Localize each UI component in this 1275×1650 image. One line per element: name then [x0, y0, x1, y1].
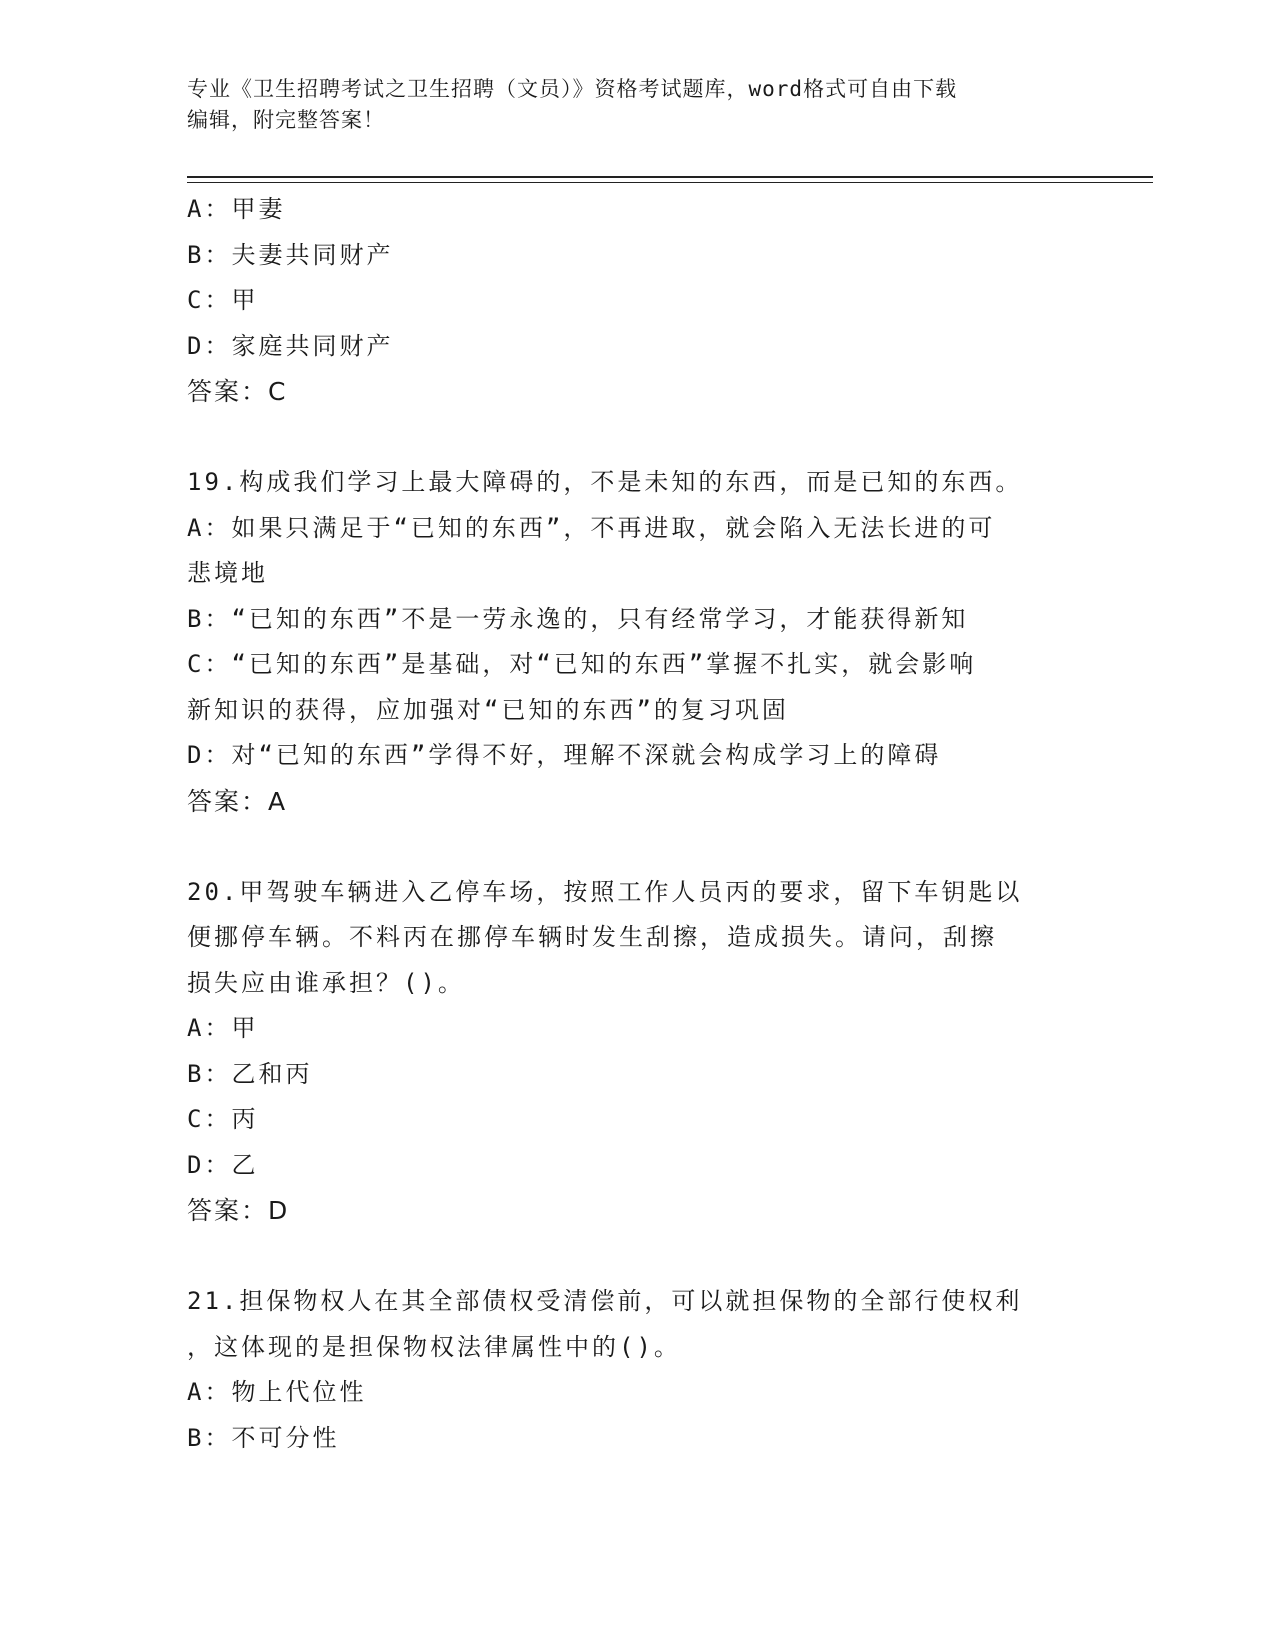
spacer	[187, 415, 1087, 461]
question-text-line-2: ，这体现的是担保物权法律属性中的()。	[187, 1332, 681, 1361]
option-b: B：“已知的东西”不是一劳永逸的，只有经常学习，才能获得新知	[187, 604, 969, 633]
answer: 答案：C	[187, 377, 288, 406]
question-text-line-1: 21.担保物权人在其全部债权受清偿前，可以就担保物的全部行使权利	[187, 1287, 1023, 1315]
option-a: A：甲妻	[187, 195, 286, 223]
question-text: 19.构成我们学习上最大障碍的，不是未知的东西，而是已知的东西。	[187, 468, 1023, 496]
document-header	[187, 74, 1067, 136]
header-divider-thin	[187, 182, 1153, 183]
option-b: B：夫妻共同财产	[187, 240, 394, 269]
option-b: B：不可分性	[187, 1423, 340, 1452]
question-21	[187, 1279, 1087, 1461]
question-text-line-3: 损失应由谁承担？()。	[187, 968, 465, 997]
option-b: B：乙和丙	[187, 1059, 313, 1088]
question-list	[187, 187, 1087, 1461]
option-a-line-1: A：如果只满足于“已知的东西”，不再进取，就会陷入无法长进的可	[187, 513, 996, 542]
header-line-1: 专业《卫生招聘考试之卫生招聘（文员）》资格考试题库，word格式可自由下载	[187, 77, 958, 101]
answer: 答案：A	[187, 786, 288, 816]
option-c-line-2: 新知识的获得，应加强对“已知的东西”的复习巩固	[187, 695, 789, 724]
spacer	[187, 1234, 1087, 1280]
spacer	[187, 824, 1087, 870]
option-a: A：甲	[187, 1014, 259, 1042]
option-d: D：对“已知的东西”学得不好，理解不深就会构成学习上的障碍	[187, 741, 942, 769]
option-c: C：丙	[187, 1105, 259, 1133]
header-line-2: 编辑，附完整答案！	[187, 108, 385, 132]
option-a-line-2: 悲境地	[187, 559, 268, 587]
question-20	[187, 870, 1087, 1234]
header-divider-thick	[187, 176, 1153, 178]
question-18	[187, 187, 1087, 415]
option-d: D：乙	[187, 1150, 259, 1179]
answer: 答案：D	[187, 1196, 290, 1225]
option-c: C：甲	[187, 286, 259, 314]
question-19	[187, 460, 1087, 824]
option-c-line-1: C：“已知的东西”是基础，对“已知的东西”掌握不扎实，就会影响	[187, 650, 977, 678]
question-text-line-1: 20.甲驾驶车辆进入乙停车场，按照工作人员丙的要求，留下车钥匙以	[187, 877, 1023, 906]
option-d: D：家庭共同财产	[187, 331, 394, 360]
question-text-line-2: 便挪停车辆。不料丙在挪停车辆时发生刮擦，造成损失。请问，刮擦	[187, 923, 997, 951]
option-a: A：物上代位性	[187, 1378, 367, 1406]
